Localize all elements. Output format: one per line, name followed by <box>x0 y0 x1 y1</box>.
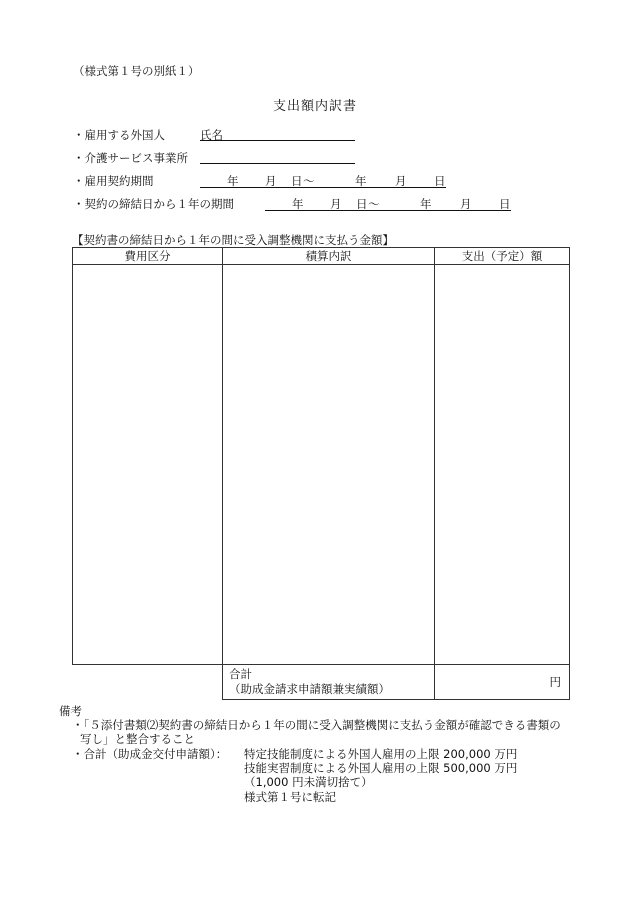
name-label: 氏名 <box>200 128 223 142</box>
note-2-line-4: 様式第１号に転記 <box>244 790 336 804</box>
period-tilde: ～ <box>368 197 380 211</box>
notes-heading: 備考 <box>59 704 82 718</box>
contract-start-day: 日 <box>291 174 303 188</box>
contract-tilde: ～ <box>303 174 315 188</box>
period-start-day: 日 <box>356 197 368 211</box>
note-2-label: ・合計（助成金交付申請額）： <box>72 747 228 761</box>
period-start-month: 月 <box>330 197 342 211</box>
one-year-period-field[interactable] <box>265 196 511 211</box>
note-2-line-3: （1,000 円未満切捨て） <box>244 775 373 789</box>
period-end-year: 年 <box>420 197 432 211</box>
total-label: 合計 <box>229 667 252 681</box>
contract-period-field[interactable] <box>200 173 446 188</box>
header-calculation-breakdown: 積算内訳 <box>223 248 435 265</box>
total-empty-cell <box>73 665 223 700</box>
contract-end-year: 年 <box>355 174 367 188</box>
table-caption: 【契約書の締結日から１年の間に受入調整機関に支払う金額】 <box>72 233 394 247</box>
table-body-row <box>73 265 570 665</box>
contract-end-day: 日 <box>434 174 446 188</box>
period-start-year: 年 <box>292 197 304 211</box>
note-1-line-1: ・「５添付書類⑵契約書の締結日から１年の間に受入調整機関に支払う金額が確認できる書類の <box>72 718 561 732</box>
expense-category-cell[interactable] <box>73 265 223 665</box>
contract-start-month: 月 <box>265 174 277 188</box>
period-end-day: 日 <box>499 197 511 211</box>
form-reference: （様式第１号の別紙１） <box>73 64 200 78</box>
table-header-row <box>73 248 570 265</box>
page-title: 支出額内訳書 <box>272 99 357 114</box>
care-office-label: ・介護サービス事業所 <box>73 151 188 165</box>
contract-start-year: 年 <box>227 174 239 188</box>
total-label-cell <box>223 665 435 700</box>
expenditure-amount-cell[interactable] <box>435 265 570 665</box>
calculation-breakdown-cell[interactable] <box>223 265 435 665</box>
contract-period-label: ・雇用契約期間 <box>73 174 154 188</box>
total-amount-cell[interactable] <box>435 665 570 700</box>
contract-end-month: 月 <box>395 174 407 188</box>
expense-breakdown-table <box>72 247 570 700</box>
period-end-month: 月 <box>460 197 472 211</box>
note-2-line-2: 技能実習制度による外国人雇用の上限 500,000 万円 <box>244 761 518 775</box>
header-expenditure-amount: 支出（予定）額 <box>435 248 570 265</box>
header-expense-category: 費用区分 <box>73 248 223 265</box>
total-unit: 円 <box>549 675 561 689</box>
foreign-worker-label: ・雇用する外国人 <box>73 128 165 142</box>
care-office-field[interactable] <box>200 163 355 164</box>
name-field[interactable] <box>200 140 355 141</box>
note-1-line-2: 写し」と整合すること <box>80 732 195 746</box>
table-total-row <box>73 665 570 700</box>
note-2-line-1: 特定技能制度による外国人雇用の上限 200,000 万円 <box>244 747 518 761</box>
total-label-sub: （助成金請求申請額兼実績額） <box>229 682 390 696</box>
one-year-period-label: ・契約の締結日から１年の期間 <box>73 197 234 211</box>
